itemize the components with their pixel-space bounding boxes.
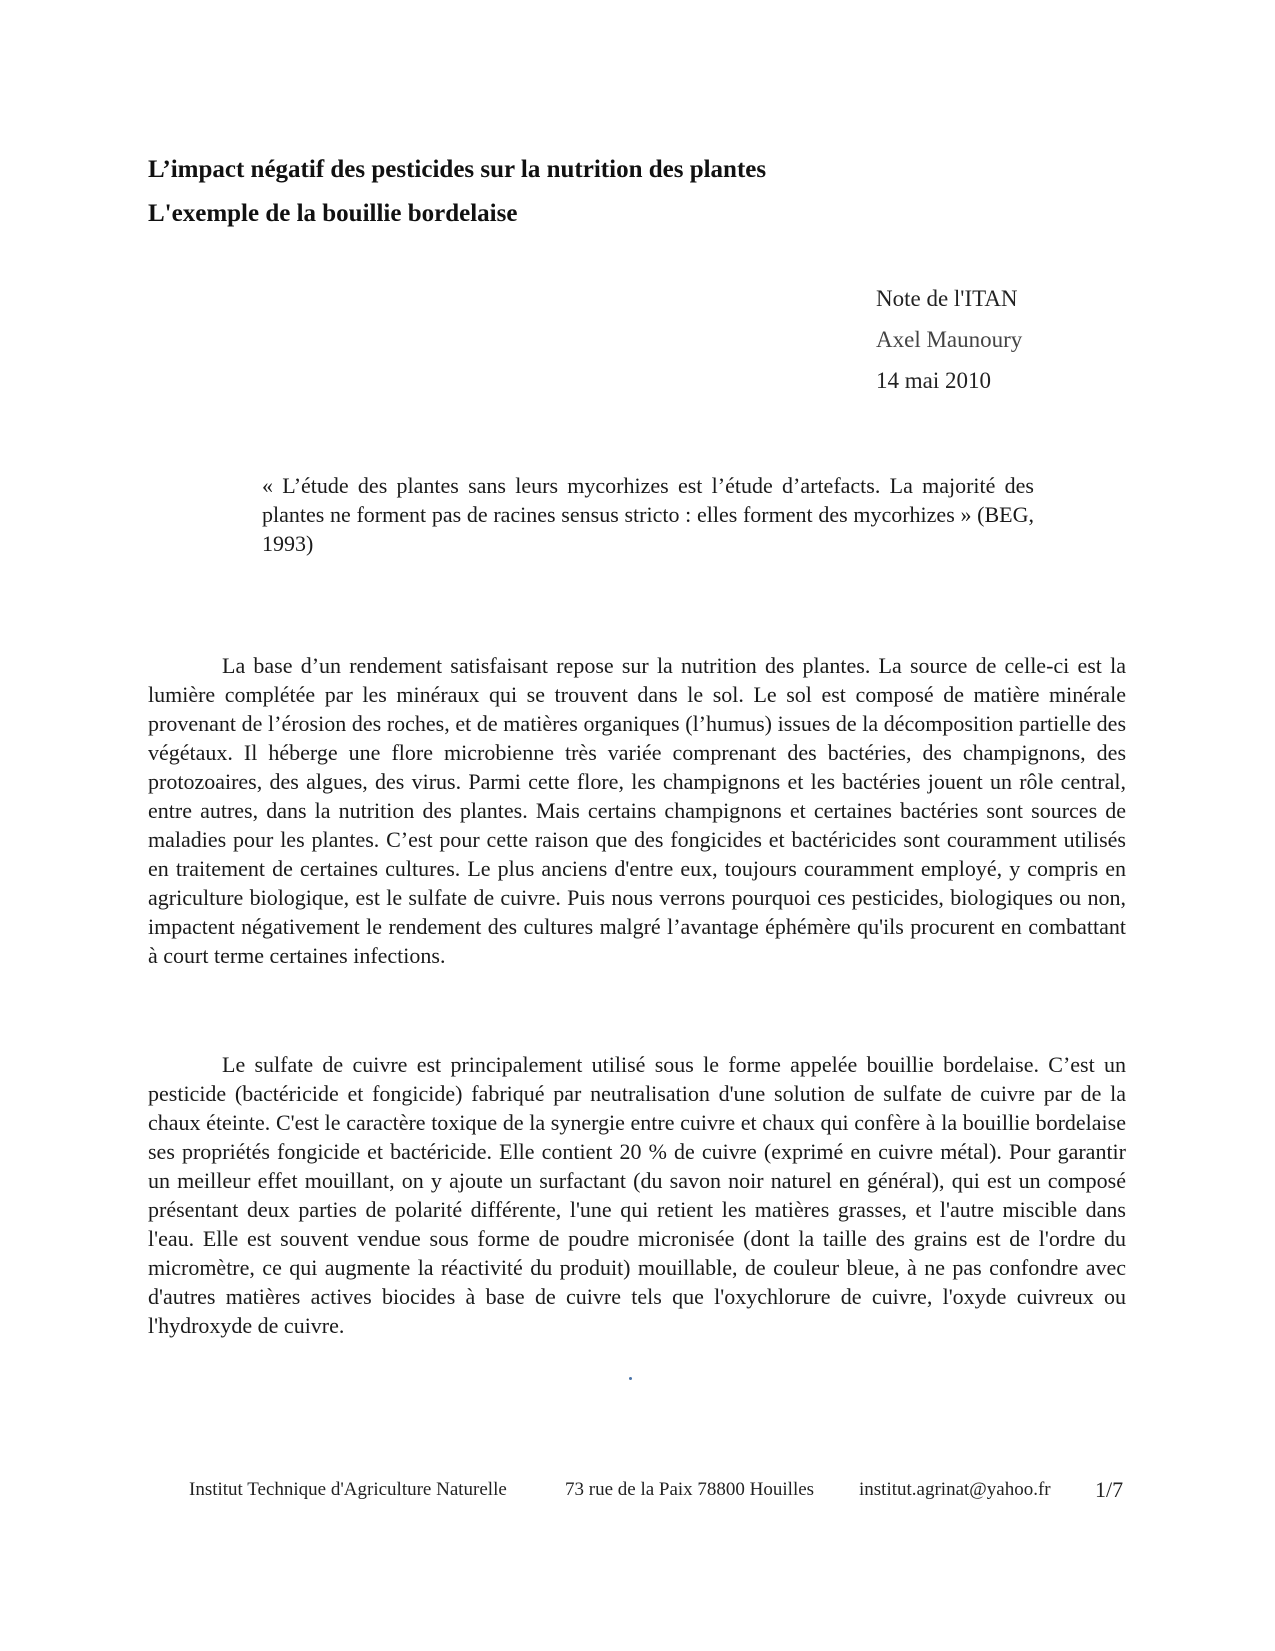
note-label: Note de l'ITAN [876, 286, 1018, 311]
document-subtitle: L'exemple de la bouillie bordelaise [148, 200, 518, 227]
footer-email: institut.agrinat@yahoo.fr [859, 1479, 1051, 1500]
epigraph-quote: « L’étude des plantes sans leurs mycorhizes est l’étude d’artefacts. La majorité des plantes ne forment pas de racines sensus stricto : elles forment des mycorhizes » (BEG, 1993) [262, 473, 1034, 556]
document-meta [876, 278, 1136, 401]
document-date: 14 mai 2010 [876, 368, 991, 393]
document-title: L’impact négatif des pesticides sur la nutrition des plantes [148, 156, 767, 183]
footer-address: 73 rue de la Paix 78800 Houilles [565, 1479, 815, 1500]
footer-institute: Institut Technique d'Agriculture Naturelle [189, 1479, 507, 1500]
title-block [148, 148, 1128, 236]
author-name: Axel Maunoury [876, 327, 1023, 352]
body-paragraph: La base d’un rendement satisfaisant repose sur la nutrition des plantes. La source de celle-ci est la lumière complétée par les minéraux qui se trouvent dans le sol. Le sol est composé de matière minérale provenant de l’érosion des roches, et de matières organiques (l’humus) issues de la décomposition partielle des végétaux. Il héberge une flore microbienne très variée comprenant des bactéries, des champignons, des protozoaires, des algues, des virus. Parmi cette flore, les champignons et les bactéries jouent un rôle central, entre autres, dans la nutrition des plantes. Mais certains champignons et certaines bactéries sont sources de maladies pour les plantes. C’est pour cette raison que des fongicides et bactéricides sont couramment utilisés en traitement de certaines cultures. Le plus anciens d'entre eux, toujours couramment employé, y compris en agriculture biologique, est le sulfate de cuivre. Puis nous verrons pourquoi ces pesticides, biologiques ou non, impactent négativement le rendement des cultures malgré l’avantage éphémère qu'ils procurent en combattant à court terme certaines infections. [148, 653, 1126, 968]
body-paragraph: Le sulfate de cuivre est principalement utilisé sous le forme appelée bouillie bordelaise. C’est un pesticide (bactéricide et fongicide) fabriqué par neutralisation d'une solution de sulfate de cuivre par de la chaux éteinte. C'est le caractère toxique de la synergie entre cuivre et chaux qui confère à la bouillie bordelaise ses propriétés fongicide et bactéricide. Elle contient 20 % de cuivre (exprimé en cuivre métal). Pour garantir un meilleur effet mouillant, on y ajoute un surfactant (du savon noir naturel en général), qui est un composé présentant deux parties de polarité différente, l'une qui retient les matières grasses, et l'autre miscible dans l'eau. Elle est souvent vendue sous forme de poudre micronisée (dont la taille des grains est de l'ordre du micromètre, ce qui augmente la réactivité du produit) mouillable, de couleur bleue, à ne pas confondre avec d'autres matières actives biocides à base de cuivre tels que l'oxychlorure de cuivre, l'oxyde cuivreux ou l'hydroxyde de cuivre. [148, 1052, 1126, 1338]
scan-speck [629, 1377, 632, 1380]
page-number: 1/7 [1095, 1477, 1124, 1502]
page-footer [189, 1475, 1129, 1505]
